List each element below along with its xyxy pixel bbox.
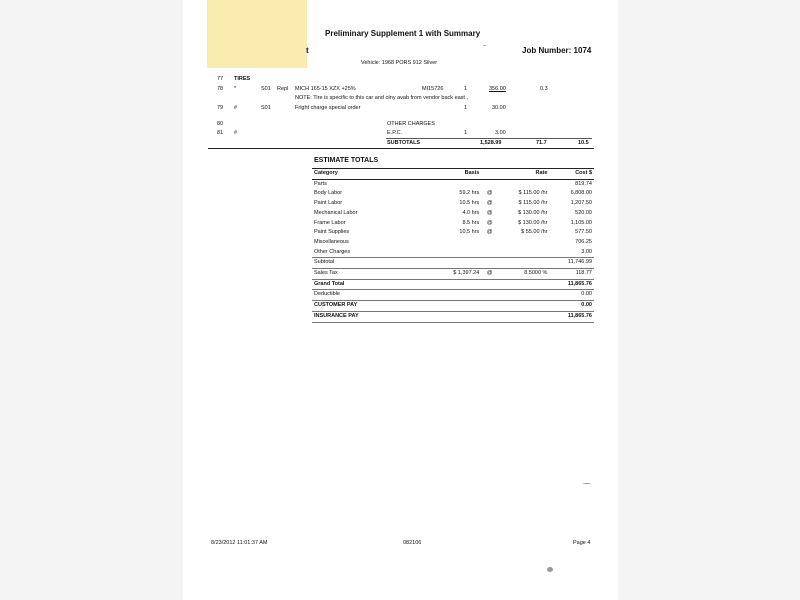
row-rate: [498, 290, 549, 301]
table-row: [312, 248, 594, 258]
row-at: [481, 279, 498, 290]
row-at: [481, 290, 498, 301]
row-category: Miscellaneous: [314, 238, 349, 245]
col-basis: Basis: [422, 169, 482, 180]
line-desc: MICH 165-15 XZX +25%: [295, 86, 356, 92]
row-rate: [498, 179, 549, 189]
row-rate: [498, 258, 549, 269]
row-at: [481, 301, 498, 312]
row-category: Body Labor: [314, 190, 343, 197]
row-category: Paint Labor: [314, 200, 343, 207]
row-rate: $ 55.00 /hr: [521, 229, 548, 236]
row-at: @: [486, 200, 493, 207]
row-category: Frame Labor: [314, 219, 346, 226]
row-basis: $ 1,397.24: [422, 269, 482, 280]
row-category: Subtotal: [312, 258, 422, 269]
line-desc: OTHER CHARGES: [387, 121, 435, 127]
line-labor: 0.3: [540, 86, 548, 92]
subtotals-price: 1,528.99: [480, 140, 502, 146]
line-desc: E.P.C.: [387, 130, 403, 136]
line-op: S01: [261, 86, 271, 92]
table-row: [312, 189, 594, 199]
line-qty: 1: [464, 86, 468, 92]
row-cost: 118.77: [549, 269, 594, 280]
row-cost: 520.00: [575, 209, 592, 216]
row-category: INSURANCE PAY: [312, 311, 422, 322]
row-basis: [422, 258, 482, 269]
row-rate: [498, 248, 549, 258]
subtotals-label: SUBTOTALS: [387, 140, 421, 146]
table-row: [312, 228, 594, 238]
line-part: MI15726: [422, 86, 444, 92]
line-price: 356.00: [489, 86, 506, 92]
row-at: [481, 248, 498, 258]
table-row: [312, 311, 594, 322]
row-rate: [498, 311, 549, 322]
line-code: #: [234, 105, 238, 111]
line-price: 30.00: [492, 105, 506, 111]
table-row: [312, 258, 594, 269]
row-cost: 3.00: [549, 248, 594, 258]
table-row: [312, 279, 594, 290]
row-basis: 4.0 hrs: [462, 209, 480, 216]
row-rate: [498, 238, 549, 248]
row-cost: 0.00: [549, 301, 594, 312]
row-at: [481, 179, 498, 189]
row-cost: 6,808.00: [570, 190, 592, 197]
scan-speck: [483, 45, 486, 46]
row-rate: $ 130.00 /hr: [518, 219, 548, 226]
row-basis: [422, 279, 482, 290]
row-category: Deductible: [312, 290, 422, 301]
row-cost: 0.00: [549, 290, 594, 301]
page-title: Preliminary Supplement 1 with Summary: [325, 29, 481, 38]
row-cost: 577.50: [575, 229, 592, 236]
line-num: 81: [217, 130, 224, 136]
row-category: Mechanical Labor: [314, 209, 358, 216]
row-cost: 11,865.76: [549, 311, 594, 322]
line-type: Repl: [277, 86, 289, 92]
row-cost: 11,746.99: [549, 258, 594, 269]
row-at: [481, 258, 498, 269]
line-op: S01: [261, 105, 271, 111]
table-row: [312, 179, 594, 189]
scan-speck: [583, 483, 591, 484]
subtotal-top-rule: [386, 138, 592, 139]
section-rule: [208, 148, 594, 149]
line-code: *: [234, 86, 237, 92]
row-basis: [422, 238, 482, 248]
scan-speck: [547, 567, 553, 572]
row-at: @: [486, 229, 493, 236]
footer-doc-id: 082106: [403, 540, 422, 546]
line-num: 80: [217, 121, 224, 127]
line-num: 79: [217, 105, 224, 111]
table-row: [312, 219, 594, 229]
line-price: 3.00: [495, 130, 506, 136]
table-header: [312, 169, 594, 180]
subtotals-labor: 71.7: [536, 140, 547, 146]
row-category: Parts: [314, 180, 327, 187]
row-at: @: [486, 219, 493, 226]
col-category: Category: [312, 169, 422, 180]
vehicle-info: Vehicle: 1968 PORS 912 Silver: [361, 60, 438, 66]
row-basis: 10.5 hrs: [459, 229, 480, 236]
row-rate: [498, 279, 549, 290]
line-desc: TIRES: [234, 76, 251, 82]
row-cost: 1,207.50: [570, 200, 592, 207]
row-rate: 8.5000 %: [498, 269, 549, 280]
row-rate: $ 130.00 /hr: [518, 209, 548, 216]
job-number: Job Number: 1074: [522, 46, 592, 55]
shop-name-fragment: t: [306, 46, 309, 55]
col-cost: Cost $: [549, 169, 594, 180]
row-basis: [422, 301, 482, 312]
row-category: Sales Tax: [312, 269, 422, 280]
col-rate: Rate: [498, 169, 549, 180]
table-row: [312, 238, 594, 248]
estimate-totals-title: ESTIMATE TOTALS: [314, 157, 379, 164]
row-at: [481, 311, 498, 322]
row-category: Paint Supplies: [314, 229, 350, 236]
row-category: CUSTOMER PAY: [312, 301, 422, 312]
row-at: @: [486, 190, 493, 197]
row-at: [481, 238, 498, 248]
line-num: 78: [217, 86, 224, 92]
line-note: NOTE: Tire is specific to this car and olny avab from vendor back east ,: [295, 95, 469, 101]
line-num: 77: [217, 76, 224, 82]
row-at: @: [486, 209, 493, 216]
row-basis: [422, 179, 482, 189]
row-rate: $ 115.00 /hr: [518, 200, 548, 207]
row-cost: 819.74: [575, 180, 592, 187]
table-row: [312, 269, 594, 280]
row-basis: [422, 311, 482, 322]
row-category: Other Charges: [312, 248, 422, 258]
sticky-note: [207, 0, 307, 68]
line-desc: Fright charge special order: [295, 105, 361, 111]
row-at: @: [481, 269, 498, 280]
estimate-totals-table: [312, 168, 594, 323]
row-basis: 10.5 hrs: [459, 200, 480, 207]
footer-page-number: Page 4: [573, 540, 591, 546]
table-row: [312, 199, 594, 209]
row-cost: 706.25: [575, 238, 592, 245]
row-rate: $ 115.00 /hr: [518, 190, 548, 197]
table-row: [312, 290, 594, 301]
row-category: Grand Total: [312, 279, 422, 290]
line-code: #: [234, 130, 238, 136]
row-basis: 8.5 hrs: [462, 219, 480, 226]
table-row: [312, 209, 594, 219]
line-qty: 1: [464, 130, 468, 136]
line-qty: 1: [464, 105, 468, 111]
row-cost: 1,105.00: [570, 219, 592, 226]
row-basis: 59.2 hrs: [459, 190, 480, 197]
subtotals-paint: 10.5: [578, 140, 589, 146]
row-basis: [422, 290, 482, 301]
row-basis: [422, 248, 482, 258]
row-rate: [498, 301, 549, 312]
table-row: [312, 301, 594, 312]
footer-timestamp: 8/23/2012 11:01:37 AM: [211, 540, 268, 546]
row-cost: 11,865.76: [549, 279, 594, 290]
